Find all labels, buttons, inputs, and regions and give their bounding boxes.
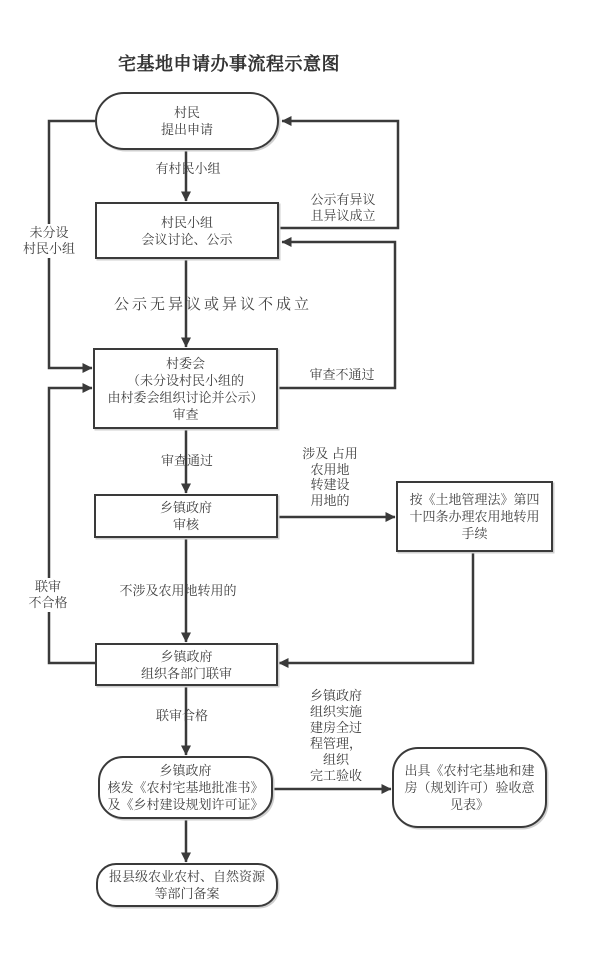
label-has-group: 有村民小组: [155, 161, 221, 176]
node-line: 及《乡村建设规划许可证》: [107, 797, 264, 812]
node-line: 十四条办理农用地转用: [409, 509, 540, 524]
node-filing: [96, 863, 278, 907]
edge-landlaw-to-joint: [279, 552, 473, 663]
node-line: 村委会: [165, 355, 205, 371]
label-not-involve-farmland: 不涉及农用地转用的: [119, 583, 237, 598]
node-line: 会议讨论、公示: [141, 231, 233, 247]
node-line: 报县级农业农村、自然资源: [108, 869, 265, 884]
node-joint-review: [95, 643, 278, 686]
node-villager-apply: [95, 92, 279, 150]
label-joint-fail: 联审 不合格: [8, 578, 88, 612]
label-joint-pass: 联审合格: [155, 708, 208, 723]
node-line: 乡镇政府: [160, 648, 213, 664]
node-line: 提出申请: [160, 122, 213, 137]
label-no-group: 未分设 村民小组: [9, 224, 89, 258]
node-line: 见表》: [449, 797, 489, 812]
label-involve-farmland: 涉及 占用 农用地 转建设 用地的: [302, 446, 358, 508]
node-township-check: [94, 494, 278, 538]
node-line: 房（规划许可）验收意: [404, 780, 535, 795]
node-line: 审查: [172, 406, 199, 422]
node-line: 核发《农村宅基地批准书》: [107, 780, 264, 795]
node-line: 乡镇政府: [159, 500, 212, 515]
node-line: 手续: [461, 526, 488, 541]
node-land-law-procedure: [396, 481, 553, 552]
label-objection-valid: 公示有异议 且异议成立: [310, 192, 376, 223]
label-review-pass: 审查通过: [160, 453, 213, 468]
node-line: （未分设村民小组的: [126, 372, 244, 388]
diagram-title: 宅基地申请办事流程示意图: [118, 54, 340, 74]
node-line: 村民: [173, 105, 200, 120]
node-line: 等部门备案: [154, 886, 220, 901]
node-line: 乡镇政府: [159, 763, 212, 778]
node-line: 村民小组: [160, 214, 213, 230]
node-line: 组织各部门联审: [140, 665, 232, 681]
node-village-group-discuss: [95, 202, 279, 259]
label-manage-process: 乡镇政府 组织实施 建房全过 程管理， 组织 完工验收: [309, 688, 362, 783]
edge-joint-fail-feedback: [49, 388, 95, 663]
node-acceptance-form: [392, 747, 547, 828]
node-line: 按《土地管理法》第四: [409, 492, 540, 507]
node-issue-permits: [98, 756, 273, 819]
node-line: 由村委会组织讨论并公示）: [107, 389, 264, 405]
node-line: 审核: [172, 517, 199, 532]
label-no-objection: 公示无异议或异议不成立: [114, 296, 313, 313]
node-line: 出具《农村宅基地和建: [404, 763, 535, 778]
label-review-fail: 审查不通过: [309, 367, 375, 382]
node-committee-review: [93, 348, 278, 429]
